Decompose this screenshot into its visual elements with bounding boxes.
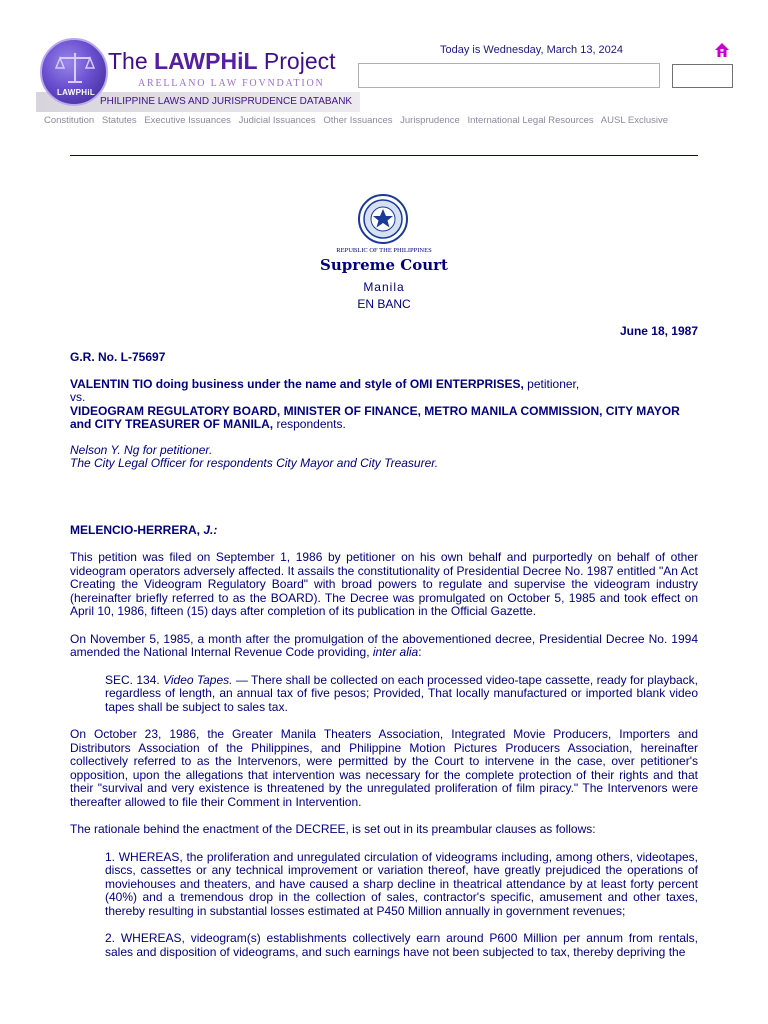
logo-title-bold: LAWPHiL [154,48,258,74]
nav-international-legal-resources[interactable]: International Legal Resources [467,115,594,126]
paragraph-2 [70,633,698,660]
decision-body [70,351,698,973]
respondents-role: respondents. [273,417,346,431]
site-header [0,0,768,135]
supreme-court-seal-icon [358,194,408,244]
counsel-petitioner: Nelson Y. Ng for petitioner. [70,442,213,457]
search-input[interactable] [358,63,660,88]
whereas-clause-2: 2. WHEREAS, videogram(s) establishments collectively earn around P600 Million per annum from rentals, sales and disposition of videograms, and such earnings have not been subjected to tax, thereby depriving the [105,931,698,959]
today-date: Today is Wednesday, March 13, 2024 [440,44,624,56]
quote-1-text: — There shall be collected on each processed video-tape cassette, ready for playback, regardless of length, an annual tax of five pesos; Provided, That locally manufactured or imported blank video tapes shall be subject to sales tax. [105,672,698,714]
ponente-title: J.: [203,522,218,537]
court-name: Supreme Court [320,256,448,274]
quote-sec-134 [105,674,698,715]
paragraph-3: On October 23, 1986, the Greater Manila Theaters Association, Integrated Movie Producers, Importers and Distributors Association of the Philippines, and Philippine Motion Pictures Producers Association, hereinafter collectively referred to as the Intervenors, were permitted by the Court to intervene in the case, over petitioner's opposition, upon the allegations that intervention was necessary for the complete protection of their rights and that their "survival and very existence is threatened by the unregulated proliferation of film piracy." The Intervenors were thereafter allowed to file their Comment in Intervention. [70,727,698,809]
paragraph-1: This petition was filed on September 1, 1986 by petitioner on his own behalf and purportedly on behalf of other videogram operators adversely affected. It assails the constitutionality of Presidential Decree No. 1987 entitled "An Act Creating the Videogram Regulatory Board" with broad powers to regulate and supervise the videogram industry (hereinafter briefly referred to as the BOARD). The Decree was promulgated on October 5, 1985 and took effect on April 10, 1986, fifteen (15) days after completion of its publication in the Official Gazette. [70,550,698,618]
main-nav [44,115,673,126]
paragraph-2-text: On November 5, 1985, a month after the promulgation of the abovementioned decree, Presidential Decree No. 1994 amended the National Internal Revenue Code providing, [70,631,698,659]
petitioner-role: petitioner, [523,376,580,391]
nav-judicial-issuances[interactable]: Judicial Issuances [238,115,316,126]
republic-label: REPUBLIC OF THE PHILIPPINES [336,247,432,254]
logo-title-prefix: The [108,48,155,74]
nav-constitution[interactable]: Constitution [44,115,95,126]
home-icon[interactable] [714,42,730,58]
paragraph-2-italic: inter alia [372,645,419,659]
petitioner-name: VALENTIN TIO doing business under the name and style of OMI ENTERPRISES, [70,376,524,391]
logo-title [108,48,336,75]
ponente [70,524,698,538]
logo-seal-icon [40,38,108,106]
logo-seal-text: LAWPHiL [56,88,96,97]
nav-jurisprudence[interactable]: Jurisprudence [400,115,460,126]
nav-statutes[interactable]: Statutes [101,115,137,126]
counsel-respondents: The City Legal Officer for respondents City Mayor and City Treasurer. [70,456,439,470]
court-city: Manila [363,280,405,294]
header-divider [70,155,698,156]
quote-1-italic: Video Tapes. [163,672,233,687]
versus-label: vs. [70,390,86,404]
nav-ausl-exclusive[interactable]: AUSL Exclusive [600,115,669,126]
paragraph-4: The rationale behind the enactment of the DECREE, is set out in its preambular clauses as follows: [70,822,596,836]
search-button[interactable] [672,64,733,88]
case-number: G.R. No. L-75697 [70,350,166,364]
decision-date: June 18, 1987 [619,324,698,338]
case-parties [70,378,698,432]
whereas-clause-1: 1. WHEREAS, the proliferation and unregulated circulation of videograms including, among others, videotapes, discs, cassettes or any technical improvement or variation thereof, have greatly prejudiced the operations of moviehouses and theaters, and have caused a sharp decline in theatrical attendance by at least forty percent (40%) and a tremendous drop in the collection of sales, contractor's specific, amusement and other taxes, thereby resulting in substantial losses estimated at P450 Million annually in government revenues; [105,849,698,918]
nav-executive-issuances[interactable]: Executive Issuances [144,115,231,126]
nav-other-issuances[interactable]: Other Issuances [323,115,393,126]
logo-title-suffix: Project [257,48,336,74]
quote-1-lead: SEC. 134. [105,672,164,687]
paragraph-2-end: : [418,645,422,659]
logo-band-text: PHILIPPINE LAWS AND JURISPRUDENCE DATABANK [100,96,353,107]
scales-of-justice-icon [54,50,96,86]
lawphil-logo[interactable] [36,36,360,112]
logo-subtitle: ARELLANO LAW FOVNDATION [138,78,325,89]
counsel-appearances [70,444,698,471]
ponente-name: MELENCIO-HERRERA, [70,522,201,537]
respondents-names: VIDEOGRAM REGULATORY BOARD, MINISTER OF FINANCE, METRO MANILA COMMISSION, CITY MAYOR and CITY TREASURER OF MANILA, [70,403,680,431]
court-division: EN BANC [357,297,411,311]
